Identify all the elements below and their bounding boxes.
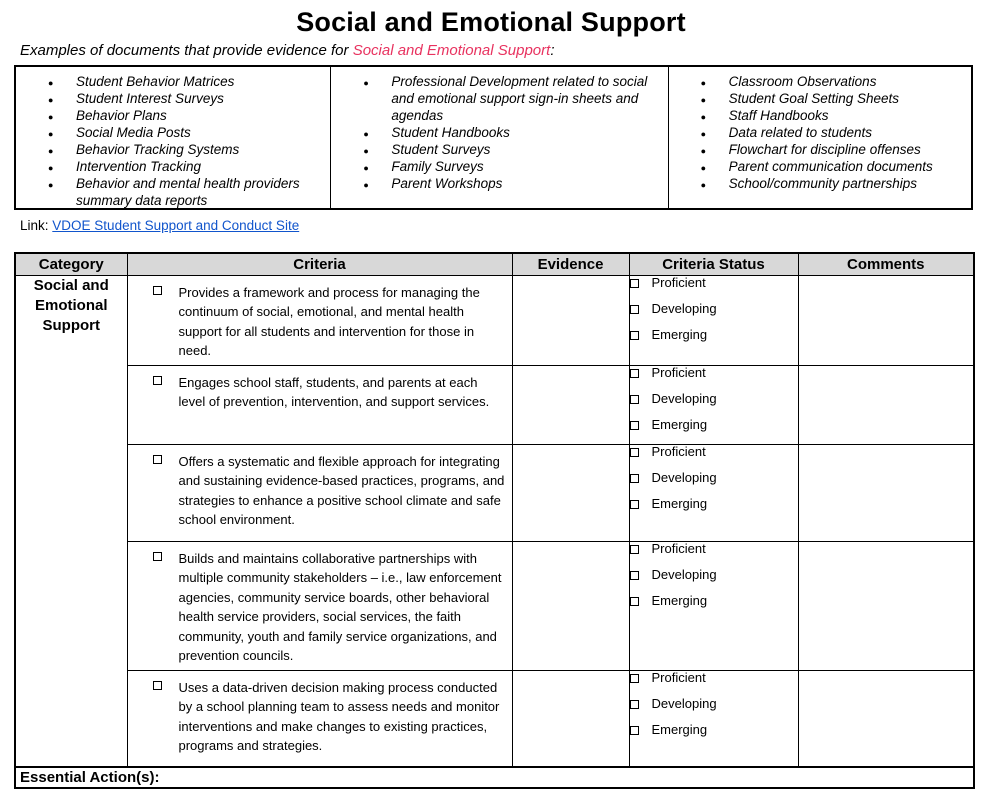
status-option-label: Emerging (651, 495, 708, 511)
criteria-text: Provides a framework and process for managing the continuum of social, emotional, and mental health support for all students and intervention for those in need. (178, 284, 480, 358)
criteria-cell (127, 365, 512, 444)
checkbox-icon[interactable] (153, 681, 162, 690)
vdoe-support-link[interactable]: VDOE Student Support and Conduct Site (52, 218, 300, 233)
subtitle (20, 42, 982, 59)
checkbox-icon[interactable] (630, 500, 639, 509)
table-row (15, 275, 974, 365)
example-item: ● School/community partnerships (673, 175, 967, 192)
evidence-cell[interactable] (512, 444, 629, 541)
comments-cell[interactable] (798, 444, 974, 541)
status-option-label: Emerging (651, 416, 708, 432)
examples-box (14, 65, 973, 210)
checkbox-icon[interactable] (630, 571, 639, 580)
status-option-label: Developing (651, 695, 717, 711)
rubric-table (14, 252, 975, 789)
link-label: Link: (20, 218, 49, 233)
checkbox-icon[interactable] (630, 700, 639, 709)
example-item: ● Staff Handbooks (673, 107, 967, 124)
example-item: ● Professional Development related to social and emotional support sign-in sheets and agendas (335, 73, 663, 124)
header-criteria: Criteria (127, 253, 512, 275)
evidence-cell[interactable] (512, 541, 629, 670)
checkbox-icon[interactable] (153, 286, 162, 295)
checkbox-icon[interactable] (630, 395, 639, 404)
examples-column-1 (16, 67, 331, 208)
example-item: ● Student Goal Setting Sheets (673, 90, 967, 107)
checkbox-icon[interactable] (153, 376, 162, 385)
example-item: ● Data related to students (673, 124, 967, 141)
evidence-cell[interactable] (512, 670, 629, 767)
examples-column-3 (669, 67, 971, 208)
checkbox-icon[interactable] (630, 421, 639, 430)
criteria-status-cell (629, 365, 798, 444)
status-option-label: Proficient (651, 364, 706, 380)
checkbox-icon[interactable] (153, 455, 162, 464)
criteria-text: Uses a data-driven decision making process conducted by a school planning team to assess needs and monitor interventions and make changes to existing practices, programs and strategies. (178, 679, 500, 753)
header-comments: Comments (798, 253, 974, 275)
evidence-cell[interactable] (512, 275, 629, 365)
criteria-cell (127, 275, 512, 365)
header-evidence: Evidence (512, 253, 629, 275)
header-category: Category (15, 253, 127, 275)
example-item: ● Student Interest Surveys (20, 90, 326, 107)
subtitle-highlight: Social and Emotional Support (352, 42, 551, 59)
criteria-text: Engages school staff, students, and parents at each level of prevention, intervention, and support services. (178, 374, 490, 409)
criteria-status-cell (629, 444, 798, 541)
criteria-text: Offers a systematic and flexible approach for integrating and sustaining evidence-based practices, programs, and strategies to enhance a positive school climate and safe school environment. (178, 453, 505, 527)
status-option-label: Proficient (651, 669, 706, 685)
checkbox-icon[interactable] (630, 674, 639, 683)
table-row (15, 670, 974, 767)
example-item: ● Flowchart for discipline offenses (673, 141, 967, 158)
example-item: ● Student Behavior Matrices (20, 73, 326, 90)
example-item: ● Social Media Posts (20, 124, 326, 141)
example-item: ● Behavior Plans (20, 107, 326, 124)
checkbox-icon[interactable] (630, 369, 639, 378)
criteria-cell (127, 541, 512, 670)
comments-cell[interactable] (798, 275, 974, 365)
example-item: ● Student Handbooks (335, 124, 663, 141)
status-option-label: Proficient (651, 540, 706, 556)
status-option-label: Developing (651, 566, 717, 582)
page-title: Social and Emotional Support (296, 7, 686, 37)
example-item: ● Student Surveys (335, 141, 663, 158)
example-item: ● Parent Workshops (335, 175, 663, 192)
link-line (20, 218, 982, 233)
example-item: ● Intervention Tracking (20, 158, 326, 175)
criteria-status-cell (629, 670, 798, 767)
checkbox-icon[interactable] (630, 279, 639, 288)
status-option-label: Proficient (651, 443, 706, 459)
table-row (15, 444, 974, 541)
criteria-cell (127, 670, 512, 767)
example-item: ● Family Surveys (335, 158, 663, 175)
essential-actions-label[interactable]: Essential Action(s): (15, 767, 974, 788)
status-option-label: Developing (651, 390, 717, 406)
table-header-row (15, 253, 974, 275)
checkbox-icon[interactable] (630, 545, 639, 554)
example-item: ● Behavior Tracking Systems (20, 141, 326, 158)
header-criteria-status: Criteria Status (629, 253, 798, 275)
example-item: ● Parent communication documents (673, 158, 967, 175)
table-row (15, 365, 974, 444)
checkbox-icon[interactable] (630, 305, 639, 314)
table-row (15, 541, 974, 670)
subtitle-prefix: Examples of documents that provide evidence for (20, 42, 353, 59)
status-option-label: Developing (651, 469, 717, 485)
checkbox-icon[interactable] (630, 331, 639, 340)
criteria-cell (127, 444, 512, 541)
status-option-label: Emerging (651, 326, 708, 342)
example-item: ● Classroom Observations (673, 73, 967, 90)
criteria-status-cell (629, 275, 798, 365)
example-item: ● Behavior and mental health providers summary data reports (20, 175, 326, 209)
checkbox-icon[interactable] (630, 726, 639, 735)
criteria-status-cell (629, 541, 798, 670)
comments-cell[interactable] (798, 365, 974, 444)
status-option-label: Emerging (651, 592, 708, 608)
status-option-label: Emerging (651, 721, 708, 737)
essential-actions-row (15, 767, 974, 788)
status-option-label: Developing (651, 300, 717, 316)
subtitle-suffix: : (550, 42, 555, 59)
checkbox-icon[interactable] (153, 552, 162, 561)
comments-cell[interactable] (798, 670, 974, 767)
evidence-cell[interactable] (512, 365, 629, 444)
category-cell: Social and Emotional Support (15, 275, 127, 767)
examples-column-2 (331, 67, 668, 208)
document-page (0, 7, 982, 786)
checkbox-icon[interactable] (630, 448, 639, 457)
checkbox-icon[interactable] (630, 597, 639, 606)
status-option-label: Proficient (651, 274, 706, 290)
criteria-text: Builds and maintains collaborative partnerships with multiple community stakeholders – i.e., law enforcement agencies, community service boards, other behavioral health service providers, social services, the faith community, youth and family service organizations, and prevention councils. (178, 550, 502, 663)
checkbox-icon[interactable] (630, 474, 639, 483)
comments-cell[interactable] (798, 541, 974, 670)
